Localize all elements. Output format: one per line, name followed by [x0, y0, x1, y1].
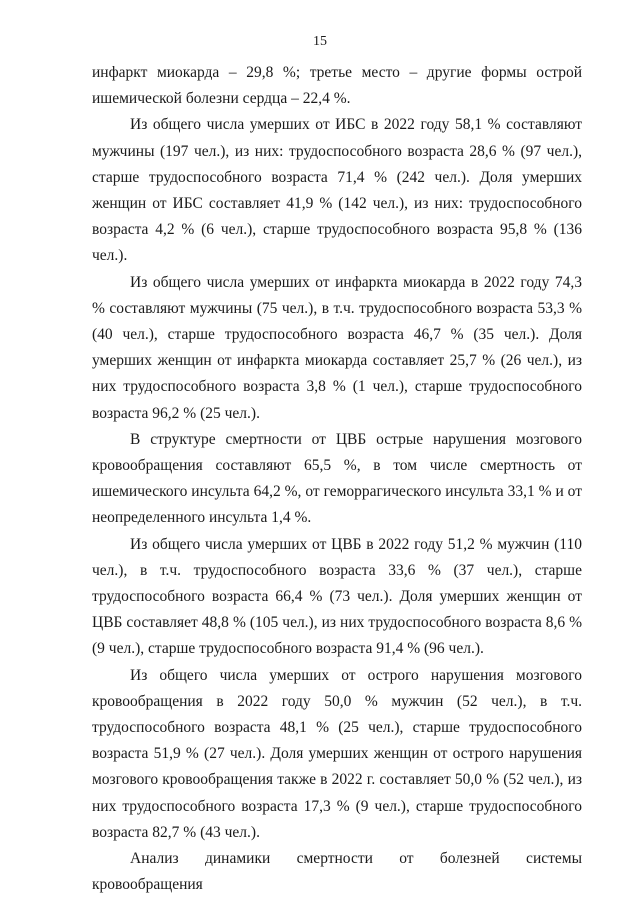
paragraph-dynamics-start: Анализ динамики смертности от болезней системы кровообращения [92, 850, 582, 894]
paragraph-continuation: инфаркт миокарда – 29,8 %; третье место – другие формы острой ишемической болезни сердца – 22,4 %. [92, 64, 582, 108]
paragraph-cvd-gender: Из общего числа умерших от ЦВБ в 2022 году 51,2 % мужчин (110 чел.), в т.ч. трудоспособного возраста 33,6 % (37 чел.), старше трудоспособного возраста 66,4 % (73 чел.). Доля умерших женщин от ЦВБ составляет 48,8 % (105 чел.), из них трудоспособного возраста 8,6 % (9 чел.), старше трудоспособного возраста 91,4 % (96 чел.). [92, 535, 582, 658]
paragraph-stroke-gender: Из общего числа умерших от острого нарушения мозгового кровообращения в 2022 году 50,0 % мужчин (52 чел.), в т.ч. трудоспособного возраста 48,1 % (25 чел.), старше трудоспособного возраста 51,9 % (27 чел.). Доля умерших женщин от острого нарушения мозгового кровообращения также в 2022 г. составляет 50,0 % (52 чел.), из них трудоспособного возраста 17,3 % (9 чел.), старше трудоспособного возраста 82,7 % (43 чел.). [92, 666, 582, 841]
page-number: 15 [313, 34, 327, 49]
paragraph-cvd-structure: В структуре смертности от ЦВБ острые нарушения мозгового кровообращения составляют 65,5 %, в том числе смертность от ишемического инсульта 64,2 %, от геморрагического инсульта 33,1 % и от неопределенного инсульта 1,4 %. [92, 430, 582, 527]
paragraph-ihd-gender: Из общего числа умерших от ИБС в 2022 году 58,1 % составляют мужчины (197 чел.), из них: трудоспособного возраста 28,6 % (97 чел.), старше трудоспособного возраста 71,4 % (242 чел.). Доля умерших женщин от ИБС составляет 41,9 % (142 чел.), из них: трудоспособного возраста 4,2 % (6 чел.), старше трудоспособного возраста 95,8 % (136 чел.). [92, 116, 582, 265]
paragraph-mi-gender: Из общего числа умерших от инфаркта миокарда в 2022 году 74,3 % составляют мужчины (75 чел.), в т.ч. трудоспособного возраста 53,3 % (40 чел.), старше трудоспособного возраста 46,7 % (35 чел.). Доля умерших женщин от инфаркта миокарда составляет 25,7 % (26 чел.), из них трудоспособного возраста 3,8 % (1 чел.), старше трудоспособного возраста 96,2 % (25 чел.). [92, 273, 582, 422]
body-text [92, 60, 582, 899]
